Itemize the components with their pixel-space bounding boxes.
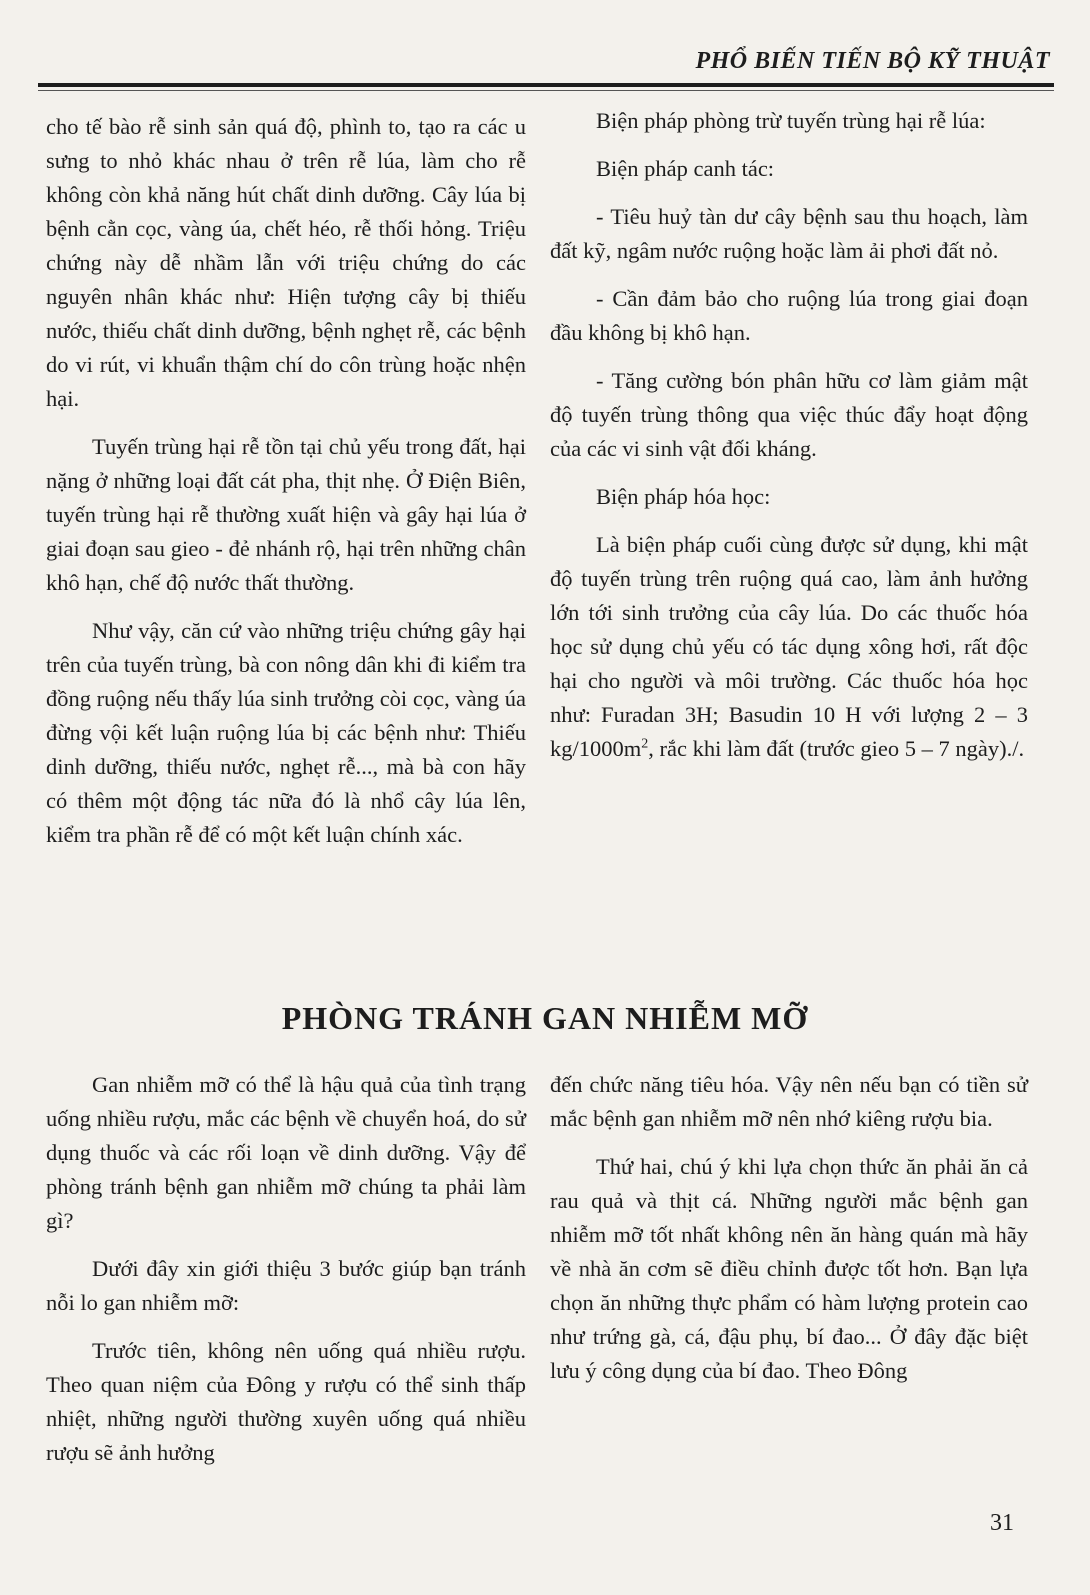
list-item: - Tiêu huỷ tàn dư cây bệnh sau thu hoạch, làm đất kỹ, ngâm nước ruộng hoặc làm ải phơi đất nỏ.: [550, 204, 1028, 263]
paragraph: Dưới đây xin giới thiệu 3 bước giúp bạn tránh nỗi lo gan nhiễm mỡ:: [46, 1256, 526, 1315]
text-run: , rắc khi làm đất (trước gieo 5 – 7 ngày)./.: [648, 736, 1025, 761]
bottom-right-column: [550, 1068, 1028, 1402]
list-item: - Cần đảm bảo cho ruộng lúa trong giai đoạn đầu không bị khô hạn.: [550, 286, 1028, 345]
page-number: 31: [990, 1510, 1014, 1536]
paragraph: Thứ hai, chú ý khi lựa chọn thức ăn phải ăn cả rau quả và thịt cá. Những người mắc bệnh gan nhiễm mỡ tốt nhất không nên ăn hàng quán mà hãy về nhà ăn cơm sẽ điều chỉnh được tốt hơn. Bạn lựa chọn ăn những thực phẩm có hàm lượng protein cao như trứng gà, cá, đậu phụ, bí đao... Ở đây đặc biệt lưu ý công dụng của bí đao. Theo Đông: [550, 1154, 1028, 1383]
running-header: PHỔ BIẾN TIẾN BỘ KỸ THUẬT: [695, 48, 1050, 74]
top-left-column: [46, 110, 526, 866]
paragraph: Trước tiên, không nên uống quá nhiều rượu. Theo quan niệm của Đông y rượu có thể sinh thấp nhiệt, những người thường xuyên uống quá nhiều rượu sẽ ảnh hưởng: [46, 1338, 526, 1465]
top-right-column: [550, 104, 1028, 780]
paragraph: [550, 528, 1028, 766]
paragraph: cho tế bào rễ sinh sản quá độ, phình to, tạo ra các u sưng to nhỏ khác nhau ở trên rễ lúa, làm cho rễ không còn khả năng hút chất dinh dưỡng. Cây lúa bị bệnh cằn cọc, vàng úa, chết héo, rễ thối hỏng. Triệu chứng này dễ nhầm lẫn với triệu chứng do các nguyên nhân khác như: Hiện tượng cây bị thiếu nước, thiếu chất dinh dưỡng, bệnh nghẹt rễ, các bệnh do vi rút, vi khuẩn thậm chí do côn trùng hoặc nhện hại.: [46, 114, 526, 411]
text-run: Là biện pháp cuối cùng được sử dụng, khi mật độ tuyến trùng trên ruộng quá cao, làm ảnh hưởng lớn tới sinh trưởng của cây lúa. Do các thuốc hóa học sử dụng chủ yếu có tác dụng xông hơi, rất độc hại cho người và môi trường. Các thuốc hóa học như: Furadan 3H; Basudin 10 H với lượng 2 – 3 kg/1000m: [550, 532, 1028, 761]
paragraph: Biện pháp canh tác:: [596, 156, 775, 181]
superscript: 2: [641, 736, 649, 752]
paragraph: Gan nhiễm mỡ có thể là hậu quả của tình trạng uống nhiều rượu, mắc các bệnh về chuyển hoá, do sử dụng thuốc và các rối loạn về dinh dưỡng. Vậy để phòng tránh bệnh gan nhiễm mỡ chúng ta phải làm gì?: [46, 1072, 526, 1233]
paragraph: Biện pháp phòng trừ tuyến trùng hại rễ lúa:: [596, 108, 986, 133]
list-item: - Tăng cường bón phân hữu cơ làm giảm mật độ tuyến trùng thông qua việc thúc đẩy hoạt động của các vi sinh vật đối kháng.: [550, 368, 1028, 461]
header-rule: [38, 83, 1054, 87]
paragraph: Biện pháp hóa học:: [596, 484, 771, 509]
paragraph: Tuyến trùng hại rễ tồn tại chủ yếu trong đất, hại nặng ở những loại đất cát pha, thịt nhẹ. Ở Điện Biên, tuyến trùng hại rễ thường xuất hiện và gây hại lúa ở giai đoạn sau gieo - đẻ nhánh rộ, hại trên những chân khô hạn, chế độ nước thất thường.: [46, 434, 526, 595]
header-rule-thin: [38, 90, 1054, 91]
paragraph: Như vậy, căn cứ vào những triệu chứng gây hại trên của tuyến trùng, bà con nông dân khi đi kiểm tra đồng ruộng nếu thấy lúa sinh trưởng còi cọc, vàng úa đừng vội kết luận ruộng lúa bị các bệnh như: Thiếu dinh dưỡng, thiếu nước, nghẹt rễ..., mà bà con hãy có thêm một động tác nữa đó là nhổ cây lúa lên, kiểm tra phần rễ để có một kết luận chính xác.: [46, 618, 526, 847]
paragraph: đến chức năng tiêu hóa. Vậy nên nếu bạn có tiền sử mắc bệnh gan nhiễm mỡ nên nhớ kiêng rượu bia.: [550, 1072, 1028, 1131]
bottom-left-column: [46, 1068, 526, 1484]
article-title: PHÒNG TRÁNH GAN NHIỄM MỠ: [281, 1000, 809, 1036]
